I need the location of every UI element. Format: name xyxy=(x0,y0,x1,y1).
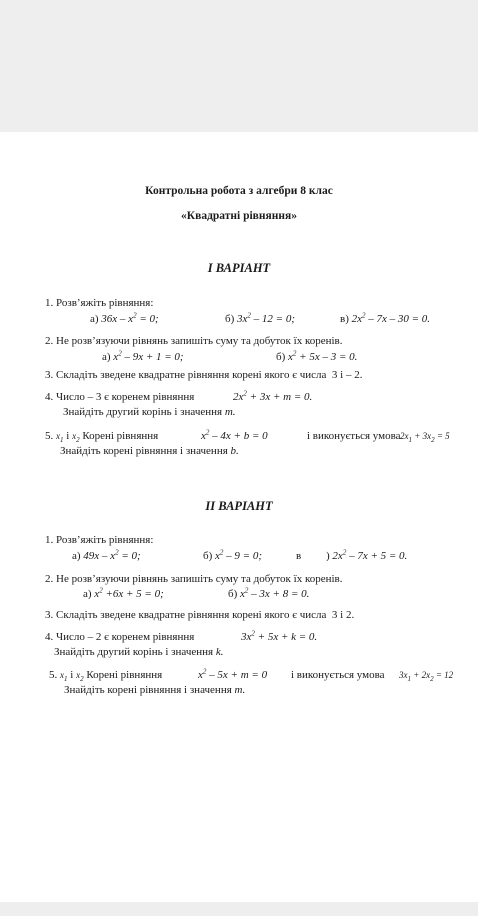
v1-task3-numbers: 3 і – 2. xyxy=(331,369,363,381)
v1-task1-b-eq-part1: 3x xyxy=(237,313,248,325)
v2-task1-b xyxy=(203,550,262,563)
v2-task5 xyxy=(49,669,162,682)
v1-task5-condition-text: і виконується умова xyxy=(307,430,401,442)
v1-task5-and: і xyxy=(66,430,70,442)
v1-task2-b-equation: $x^2 + 5x - 3 = 0$. xyxy=(288,349,358,363)
v1-task2-b xyxy=(276,351,357,364)
v1-task1-a xyxy=(90,313,159,326)
v1-task1-c-label: в) xyxy=(340,313,349,325)
v1-task4-eq-part2: + 3x + m = 0. xyxy=(246,391,313,403)
v2-task1-b-label: б) xyxy=(203,550,213,562)
v1-task5-x1: $x_1$ xyxy=(56,431,64,444)
v2-task2-b-eq-part1: x xyxy=(240,588,245,600)
v2-task2-b xyxy=(228,588,309,601)
v2-task2-a xyxy=(83,588,164,601)
v1-task1-a-label: а) xyxy=(90,313,99,325)
v2-task5-equation: $x^2 - 5x + m = 0$ xyxy=(198,667,268,681)
v1-task5-equation: $x^2 - 4x + b = 0$ xyxy=(201,428,268,442)
v1-task1-c xyxy=(340,313,430,326)
v2-task1-a xyxy=(72,550,141,563)
v2-task5-number: 5. xyxy=(49,669,58,681)
v2-task5-x2: $x_2$ xyxy=(76,670,84,683)
v1-task5 xyxy=(45,430,158,443)
v1-task4-line2-text: Знайдіть другий корінь і значення xyxy=(63,406,223,418)
worksheet-title: Контрольна робота з алгебри 8 клас xyxy=(145,185,333,197)
v2-task1-a-eq-part1: 49x – x xyxy=(83,550,116,562)
v2-task4-line2 xyxy=(54,646,224,659)
v1-task2-b-label: б) xyxy=(276,351,286,363)
v2-task4-equation: $3x^2 + 5x + k = 0$. xyxy=(241,629,318,643)
v1-task5-condition: $2x_1 + 3x_2 = 5$ xyxy=(400,431,450,444)
v2-task5-x2-var: x xyxy=(76,670,81,680)
v2-task5-and: і xyxy=(70,669,74,681)
v1-task2-b-eq-part1: x xyxy=(288,351,293,363)
v2-task4-eq-part1: 3x xyxy=(241,631,252,643)
v1-task2-b-eq-part2: + 5x – 3 = 0. xyxy=(296,351,358,363)
v1-task5-number: 5. xyxy=(45,430,54,442)
v2-task2-a-eq-part1: x xyxy=(94,588,100,600)
v2-task2-a-label: а) xyxy=(83,588,92,600)
v2-task4-line2-var: k. xyxy=(215,646,224,658)
v2-task5-cond-part2: + 2x xyxy=(411,670,431,680)
v2-task1-a-equation: $49x - x^2 = 0$; xyxy=(83,548,141,562)
worksheet-page xyxy=(0,132,478,902)
v1-task4 xyxy=(45,391,194,404)
v2-task1-c-label: в xyxy=(296,550,302,562)
v2-task5-condition: $3x_1 + 2x_2 = 12$ xyxy=(399,670,454,683)
v2-task2-b-label: б) xyxy=(228,588,238,600)
v1-task5-eq-part2: – 4x + b = 0 xyxy=(209,430,268,442)
v2-task1-c-eq-part1: 2x xyxy=(332,550,343,562)
v2-task5-line2-var: m. xyxy=(234,684,246,696)
v1-task2-a-equation: $x^2 - 9x + 1 = 0$; xyxy=(113,349,184,363)
v2-task5-x1: $x_1$ xyxy=(60,670,68,683)
v1-task1-a-eq-part2: = 0; xyxy=(136,313,159,325)
v2-task2-b-equation: $x^2 - 3x + 8 = 0$. xyxy=(240,586,310,600)
v1-task3 xyxy=(45,369,362,382)
v1-task1-b xyxy=(225,313,295,326)
v1-task5-x2-var: x xyxy=(72,431,77,441)
variant-1-heading: І ВАРІАНТ xyxy=(207,261,271,275)
v1-task5-eq-part1: x xyxy=(201,430,206,442)
v1-task1-a-equation: $36x - x^2 = 0$; xyxy=(101,311,159,325)
v2-task1-c-eq-part2: – 7x + 5 = 0. xyxy=(346,550,408,562)
v1-task2-a xyxy=(102,351,184,364)
v2-task1-c xyxy=(326,550,407,563)
v1-task5-line2-var: b. xyxy=(230,445,239,457)
v1-task5-cond-part2: + 3x xyxy=(412,431,432,441)
v1-task5-cond-part3: = 5 xyxy=(434,431,450,441)
v1-task5-x2: $x_2$ xyxy=(72,431,80,444)
v2-task1-b-eq-part1: x xyxy=(215,550,220,562)
v2-task5-eq-part2: – 5x + m = 0 xyxy=(206,669,268,681)
v1-task1-c-equation: $2x^2 - 7x - 30 = 0$. xyxy=(351,311,431,325)
v2-task1-a-eq-part2: = 0; xyxy=(118,550,141,562)
v2-task1-c-paren: ) xyxy=(326,550,330,562)
v2-task3-text: 3. Складіть зведене квадратне рівняння корені якого є числа xyxy=(45,609,327,621)
v2-task4-line2-text: Знайдіть другий корінь і значення xyxy=(54,646,214,658)
v1-task1-c-eq-part1: 2x xyxy=(351,313,362,325)
v1-task1-c-eq-part2: – 7x – 30 = 0. xyxy=(365,313,431,325)
v1-task5-line2 xyxy=(60,445,239,458)
v1-task4-eq-part1: 2x xyxy=(233,391,244,403)
v2-task5-text1: Корені рівняння xyxy=(86,669,163,681)
v1-task3-text: 3. Складіть зведене квадратне рівняння корені якого є числа xyxy=(45,369,327,381)
v2-task5-condition-text: і виконується умова xyxy=(291,669,385,681)
v1-task5-x1-var: x xyxy=(56,431,60,441)
v2-task5-cond-part3: = 12 xyxy=(433,670,454,680)
v1-task5-line2-text: Знайдіть корені рівняння і значення xyxy=(60,445,228,457)
v1-task5-cond-part1: 2x xyxy=(400,431,409,441)
variant-2-heading: ІІ ВАРІАНТ xyxy=(205,499,273,513)
v2-task2-a-eq-part2: +6x + 5 = 0; xyxy=(102,588,164,600)
v2-task2-text: 2. Не розв’язуючи рівнянь запишіть суму та добуток їх коренів. xyxy=(45,573,343,585)
v1-task4-line2-var: m. xyxy=(224,406,236,418)
v1-task1-text: 1. Розв’яжіть рівняння: xyxy=(45,297,154,309)
v2-task5-line2 xyxy=(64,684,245,697)
top-background-band xyxy=(0,0,478,132)
v2-task1-b-equation: $x^2 - 9 = 0$; xyxy=(215,548,262,562)
v1-task4-equation: $2x^2 + 3x + m = 0$. xyxy=(233,389,313,403)
v1-task4-text: 4. Число – 3 є коренем рівняння xyxy=(45,391,195,403)
v1-task5-text1: Корені рівняння xyxy=(82,430,159,442)
v2-task5-eq-part1: x xyxy=(198,669,203,681)
v2-task1-text: 1. Розв’яжіть рівняння: xyxy=(45,534,154,546)
v2-task5-line2-text: Знайдіть корені рівняння і значення xyxy=(64,684,232,696)
v1-task2-a-eq-part1: x xyxy=(113,351,119,363)
v1-task1-b-eq-part2: – 12 = 0; xyxy=(250,313,295,325)
v2-task4-text: 4. Число – 2 є коренем рівняння xyxy=(45,631,195,643)
v2-task5-x1-var: x xyxy=(60,670,64,680)
v1-task2-text: 2. Не розв’язуючи рівнянь запишіть суму та добуток їх коренів. xyxy=(45,335,343,347)
v2-task4 xyxy=(45,631,194,644)
v2-task2-b-eq-part2: – 3x + 8 = 0. xyxy=(248,588,310,600)
v2-task3-numbers: 3 і 2. xyxy=(331,609,355,621)
worksheet-subtitle: «Квадратні рівняння» xyxy=(181,210,297,222)
v1-task1-a-eq-part1: 36x – x xyxy=(101,313,134,325)
v1-task2-a-eq-part2: – 9x + 1 = 0; xyxy=(121,351,184,363)
v2-task3 xyxy=(45,609,354,622)
v1-task1-b-label: б) xyxy=(225,313,235,325)
v1-task4-line2 xyxy=(63,406,236,419)
v2-task1-b-eq-part2: – 9 = 0; xyxy=(223,550,262,562)
v2-task4-eq-part2: + 5x + k = 0. xyxy=(254,631,318,643)
bottom-background-band xyxy=(0,902,478,916)
v2-task2-a-equation: $x^2 +6x + 5 = 0$; xyxy=(94,586,164,600)
v1-task2-a-label: а) xyxy=(102,351,111,363)
v2-task1-a-label: а) xyxy=(72,550,81,562)
v2-task5-cond-part1: 3x xyxy=(399,670,408,680)
v2-task1-c-equation: $2x^2 - 7x + 5 = 0$. xyxy=(332,548,408,562)
v1-task1-b-equation: $3x^2 - 12 = 0$; xyxy=(237,311,295,325)
